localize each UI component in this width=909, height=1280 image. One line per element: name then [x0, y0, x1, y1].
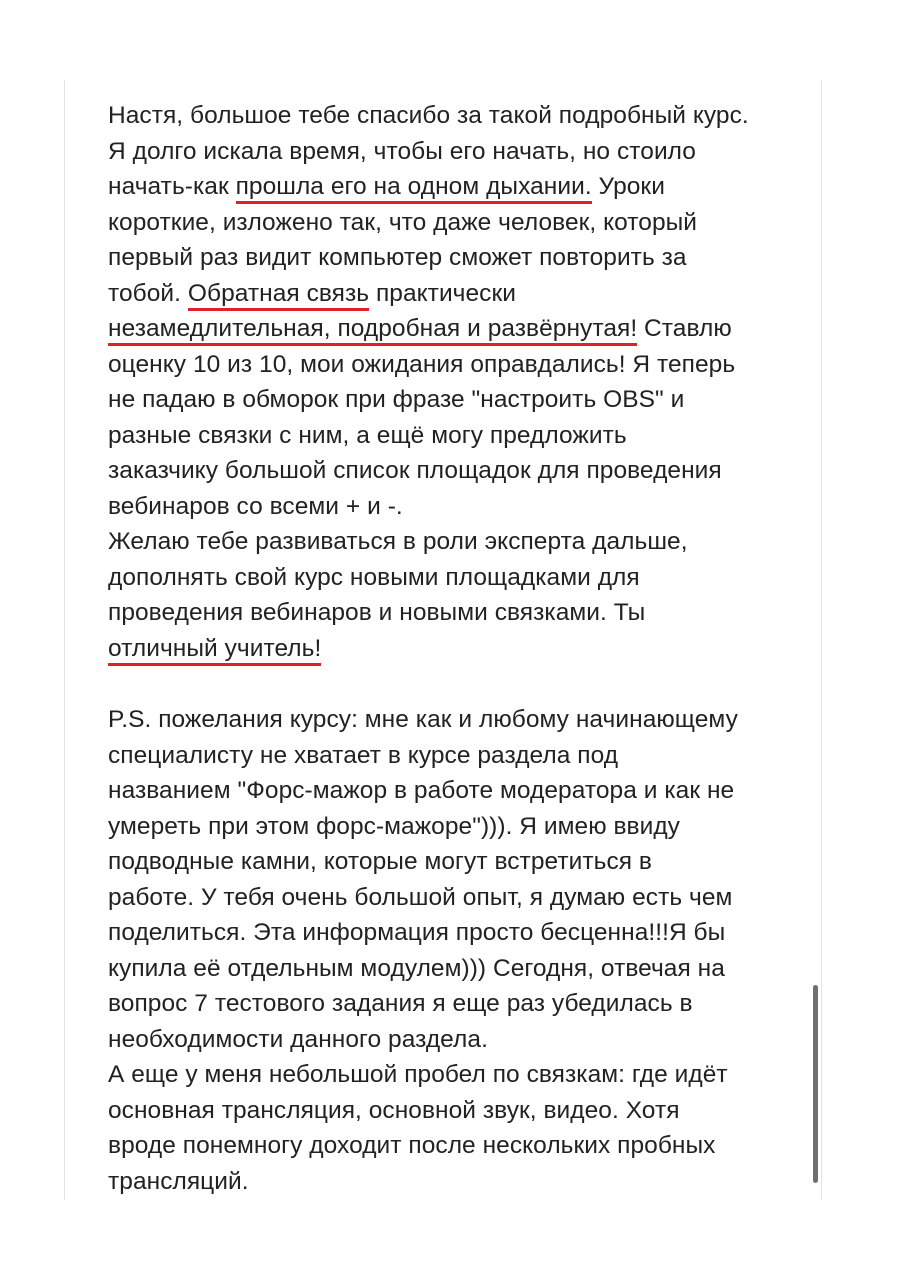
message-line: А еще у меня небольшой пробел по связкам: где идёт — [108, 1061, 728, 1088]
scrollbar-thumb[interactable] — [813, 985, 818, 1183]
message-line: специалисту не хватает в курсе раздела под — [108, 741, 619, 769]
message-line — [108, 311, 798, 347]
highlighted-phrase: прошла его на одном дыхании. — [236, 173, 592, 204]
message-line: дополнять свой курс новыми площадками для — [108, 563, 640, 591]
line-text: практически — [369, 279, 516, 307]
message-line: Я долго искала время, чтобы его начать, но стоило — [108, 137, 696, 165]
message-line: основная трансляция, основной звук, видео. Хотя — [108, 1096, 680, 1124]
line-text: тобой. — [108, 279, 188, 307]
message-line: оценку 10 из 10, мои ожидания оправдались! Я теперь — [108, 350, 736, 378]
message-line: Желаю тебе развиваться в роли эксперта дальше, — [108, 528, 688, 555]
review-message — [108, 98, 798, 1199]
message-line: не падаю в обморок при фразе "настроить OBS" и — [108, 386, 685, 413]
line-text: Ставлю — [637, 315, 732, 342]
paragraph-gap — [108, 666, 798, 702]
highlighted-phrase: Обратная связь — [188, 280, 369, 311]
message-line: короткие, изложено так, что даже человек, который — [108, 208, 698, 236]
message-line: проведения вебинаров и новыми связками. Ты — [108, 599, 646, 626]
message-line: поделиться. Эта информация просто бесценна!!!Я бы — [108, 919, 726, 946]
highlighted-phrase: незамедлительная, подробная и развёрнутая! — [108, 315, 637, 346]
message-line — [108, 169, 798, 205]
message-line: P.S. пожелания курсу: мне как и любому начинающему — [108, 706, 738, 733]
message-line: Настя, большое тебе спасибо за такой подробный курс. — [108, 102, 749, 129]
message-line: названием "Форс-мажор в работе модератора и как не — [108, 777, 735, 804]
message-line: вопрос 7 тестового задания я еще раз убедилась в — [108, 990, 693, 1017]
message-line: разные связки с ним, а ещё могу предложить — [108, 421, 627, 449]
message-line: купила её отдельным модулем))) Сегодня, отвечая на — [108, 954, 725, 982]
message-line: работе. У тебя очень большой опыт, я думаю есть чем — [108, 883, 733, 911]
message-line: трансляций. — [108, 1167, 249, 1195]
line-text: Уроки — [591, 173, 665, 200]
highlighted-phrase: отличный учитель! — [108, 635, 321, 666]
message-line: первый раз видит компьютер сможет повторить за — [108, 244, 687, 271]
message-line: заказчику большой список площадок для проведения — [108, 457, 722, 484]
message-line: умереть при этом форс-мажоре"))). Я имею ввиду — [108, 812, 680, 840]
message-line — [108, 276, 798, 312]
message-line: вебинаров со всеми + и -. — [108, 492, 403, 520]
message-line — [108, 631, 798, 667]
message-line: вроде понемногу доходит после нескольких пробных — [108, 1132, 716, 1159]
message-line: необходимости данного раздела. — [108, 1025, 488, 1053]
line-text: начать-как — [108, 173, 236, 200]
message-line: подводные камни, которые могут встретиться в — [108, 848, 652, 875]
